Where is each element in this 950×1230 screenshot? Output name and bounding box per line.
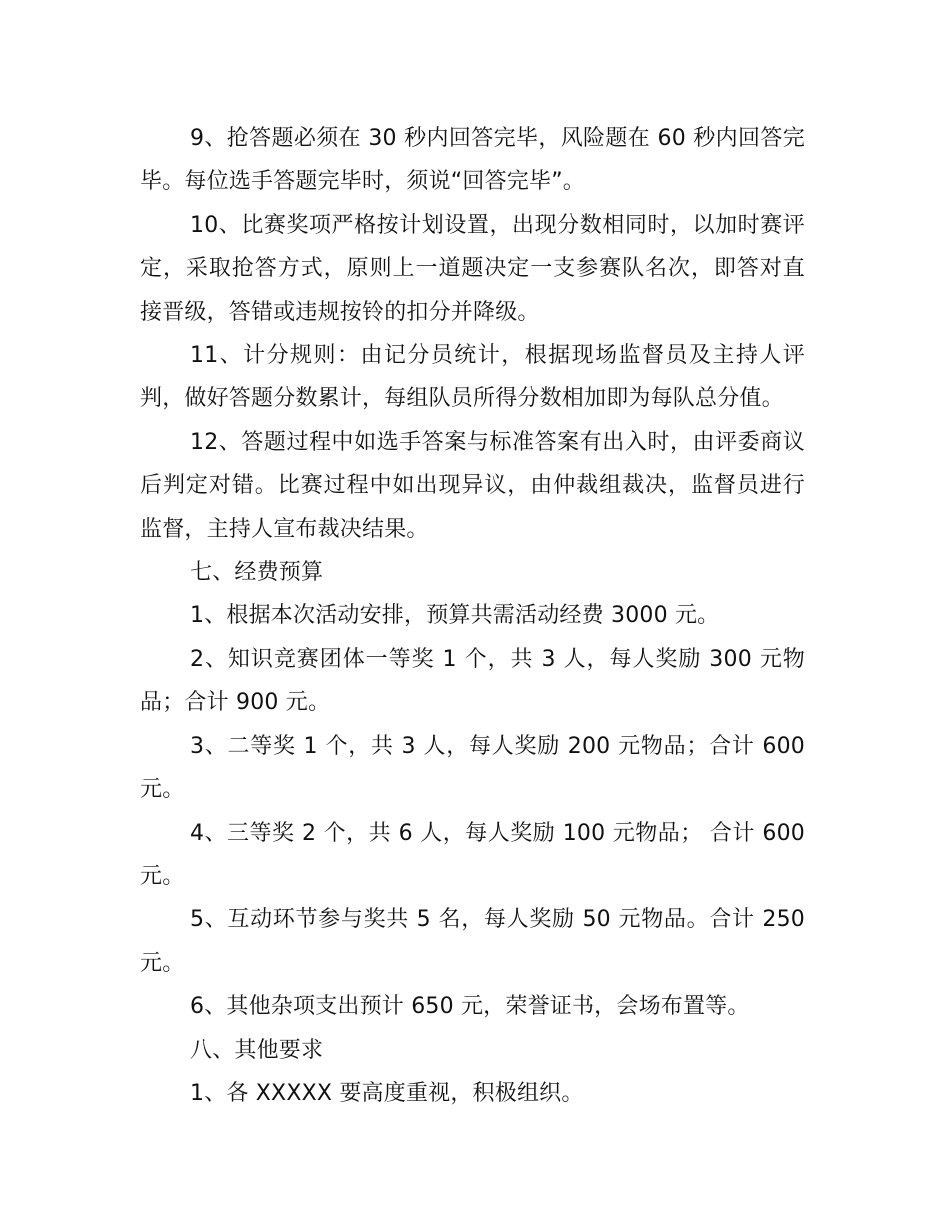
paragraph-budget-5: 5、互动环节参与奖共 5 名，每人奖励 50 元物品。合计 250 元。 [140, 907, 805, 976]
paragraph-rule-12: 12、答题过程中如选手答案与标准答案有出入时，由评委商议后判定对错。比赛过程中如出现异议，由仲裁组裁决，监督员进行监督，主持人宣布裁决结果。 [140, 429, 805, 542]
paragraph-budget-1: 1、根据本次活动安排，预算共需活动经费 3000 元。 [190, 603, 720, 629]
section-heading-budget: 七、经费预算 [190, 560, 324, 586]
paragraph-rule-11: 11、计分规则：由记分员统计，根据现场监督员及主持人评判，做好答题分数累计，每组队员所得分数相加即为每队总分值。 [140, 343, 805, 412]
paragraph-rule-9: 9、抢答题必须在 30 秒内回答完毕，风险题在 60 秒内回答完毕。每位选手答题完毕时，须说“回答完毕”。 [140, 126, 805, 195]
document-body [140, 117, 805, 1115]
paragraph-budget-2: 2、知识竞赛团体一等奖 1 个，共 3 人，每人奖励 300 元物品；合计 900 元。 [140, 646, 805, 716]
paragraph-budget-4: 4、三等奖 2 个，共 6 人，每人奖励 100 元物品； 合计 600 元。 [140, 820, 805, 889]
paragraph-budget-6: 6、其他杂项支出预计 650 元，荣誉证书，会场布置等。 [190, 994, 750, 1020]
paragraph-other-1: 1、各 XXXXX 要高度重视，积极组织。 [190, 1080, 584, 1106]
paragraph-rule-10: 10、比赛奖项严格按计划设置，出现分数相同时，以加时赛评定，采取抢答方式，原则上一道题决定一支参赛队名次，即答对直接晋级，答错或违规按铃的扣分并降级。 [140, 212, 805, 325]
section-heading-other: 八、其他要求 [190, 1037, 324, 1063]
paragraph-budget-3: 3、二等奖 1 个，共 3 人，每人奖励 200 元物品；合计 600 元。 [140, 733, 805, 803]
